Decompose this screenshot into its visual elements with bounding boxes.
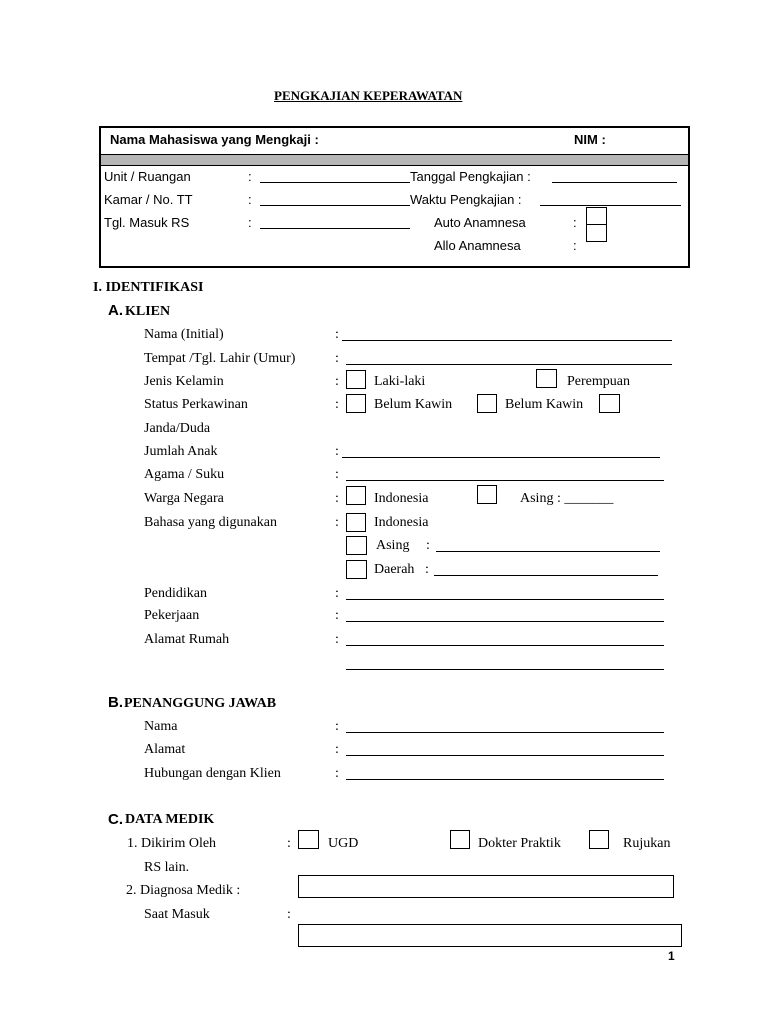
unit-label: Unit / Ruangan [104, 169, 191, 184]
dikirim-oleh-label: 1. Dikirim Oleh [127, 836, 217, 851]
section-a-label: KLIEN [125, 304, 171, 319]
pj-nama-field[interactable] [346, 732, 664, 733]
pj-alamat-label: Alamat [144, 742, 186, 757]
bahasa-asing-checkbox[interactable] [346, 536, 367, 555]
pendidikan-field[interactable] [346, 599, 664, 600]
status-colon: : [335, 397, 339, 412]
auto-anamnesa-checkbox[interactable] [586, 207, 607, 225]
jumlah-anak-colon: : [335, 444, 339, 459]
pj-alamat-field[interactable] [346, 755, 664, 756]
bahasa-asing-label: Asing [376, 538, 410, 553]
tgl-masuk-field[interactable] [260, 228, 410, 229]
dokter-praktik-label: Dokter Praktik [478, 836, 561, 851]
bahasa-label: Bahasa yang digunakan [144, 515, 277, 530]
wn-asing-label: Asing : _______ [520, 491, 614, 506]
jenis-kelamin-label: Jenis Kelamin [144, 374, 224, 389]
unit-field[interactable] [260, 182, 410, 183]
warga-negara-label: Warga Negara [144, 491, 224, 506]
alamat-rumah-colon: : [335, 632, 339, 647]
section-identifikasi-heading: I. IDENTIFIKASI [93, 280, 204, 295]
pj-nama-label: Nama [144, 719, 178, 734]
unit-colon: : [248, 169, 252, 184]
perempuan-label: Perempuan [567, 374, 630, 389]
bahasa-asing-field[interactable] [436, 551, 660, 552]
kamar-field[interactable] [260, 205, 410, 206]
janda-duda-label: Janda/Duda [144, 421, 211, 436]
tanggal-field[interactable] [552, 182, 677, 183]
tempat-colon: : [335, 351, 339, 366]
allo-colon: : [573, 238, 577, 253]
saat-masuk-label: Saat Masuk [144, 907, 210, 922]
alamat-rumah-field-2[interactable] [346, 669, 664, 670]
bahasa-daerah-colon: : [425, 562, 429, 577]
janda-duda-checkbox[interactable] [599, 394, 620, 413]
tgl-masuk-colon: : [248, 215, 252, 230]
nama-field[interactable] [342, 340, 672, 341]
dikirim-colon: : [287, 836, 291, 851]
allo-anamnesa-label: Allo Anamnesa [434, 238, 521, 253]
waktu-field[interactable] [540, 205, 681, 206]
kamar-label: Kamar / No. TT [104, 192, 193, 207]
jumlah-anak-label: Jumlah Anak [144, 444, 218, 459]
pekerjaan-field[interactable] [346, 621, 664, 622]
tanggal-label: Tanggal Pengkajian : [410, 169, 531, 184]
allo-anamnesa-checkbox[interactable] [586, 224, 607, 242]
nama-colon: : [335, 327, 339, 342]
ugd-checkbox[interactable] [298, 830, 319, 849]
bahasa-colon: : [335, 515, 339, 530]
kamar-colon: : [248, 192, 252, 207]
belum-kawin-label-1: Belum Kawin [374, 397, 453, 412]
agama-colon: : [335, 467, 339, 482]
alamat-rumah-label: Alamat Rumah [144, 632, 230, 647]
belum-kawin-label-2: Belum Kawin [505, 397, 584, 412]
jumlah-anak-field[interactable] [342, 457, 660, 458]
diagnosa-medik-input[interactable] [298, 875, 674, 898]
saat-masuk-colon: : [287, 907, 291, 922]
jenis-kelamin-colon: : [335, 374, 339, 389]
rujukan-checkbox[interactable] [589, 830, 609, 849]
wn-indonesia-label: Indonesia [374, 491, 429, 506]
pendidikan-colon: : [335, 586, 339, 601]
bahasa-daerah-checkbox[interactable] [346, 560, 367, 579]
agama-label: Agama / Suku [144, 467, 225, 482]
bahasa-indonesia-checkbox[interactable] [346, 513, 366, 532]
rujukan-label: Rujukan [623, 836, 671, 851]
rs-lain-label: RS lain. [144, 860, 190, 875]
page-title: PENGKAJIAN KEPERAWATAN [274, 88, 463, 103]
section-b-letter: B. [108, 694, 123, 711]
bahasa-daerah-label: Daerah [374, 562, 415, 577]
nim-label: NIM : [574, 132, 606, 147]
dokter-praktik-checkbox[interactable] [450, 830, 470, 849]
page-number: 1 [668, 949, 675, 963]
pekerjaan-colon: : [335, 608, 339, 623]
mahasiswa-label: Nama Mahasiswa yang Mengkaji : [110, 132, 319, 147]
section-b-label: PENANGGUNG JAWAB [124, 696, 277, 711]
saat-masuk-input[interactable] [298, 924, 682, 947]
pj-alamat-colon: : [335, 742, 339, 757]
section-a-letter: A. [108, 302, 123, 319]
laki-laki-label: Laki-laki [374, 374, 426, 389]
nama-label: Nama (Initial) [144, 327, 224, 342]
pj-hubungan-colon: : [335, 766, 339, 781]
auto-anamnesa-label: Auto Anamnesa [434, 215, 526, 230]
warga-negara-colon: : [335, 491, 339, 506]
bahasa-daerah-field[interactable] [434, 575, 658, 576]
wn-asing-checkbox[interactable] [477, 485, 497, 504]
laki-laki-checkbox[interactable] [346, 370, 366, 389]
bahasa-indonesia-label: Indonesia [374, 515, 429, 530]
section-c-letter: C. [108, 811, 123, 828]
belum-kawin-checkbox-2[interactable] [477, 394, 497, 413]
section-c-label: DATA MEDIK [125, 812, 215, 827]
auto-colon: : [573, 215, 577, 230]
agama-field[interactable] [346, 480, 664, 481]
perempuan-checkbox[interactable] [536, 369, 557, 388]
belum-kawin-checkbox-1[interactable] [346, 394, 366, 413]
pekerjaan-label: Pekerjaan [144, 608, 200, 623]
ugd-label: UGD [328, 836, 359, 851]
bahasa-asing-colon: : [426, 538, 430, 553]
status-label: Status Perkawinan [144, 397, 248, 412]
waktu-label: Waktu Pengkajian : [410, 192, 522, 207]
diagnosa-medik-label: 2. Diagnosa Medik : [126, 883, 241, 898]
tgl-masuk-label: Tgl. Masuk RS [104, 215, 190, 230]
header-divider [101, 154, 688, 166]
tempat-field[interactable] [346, 364, 672, 365]
wn-indonesia-checkbox[interactable] [346, 486, 366, 505]
pj-hubungan-label: Hubungan dengan Klien [144, 766, 281, 781]
pendidikan-label: Pendidikan [144, 586, 207, 601]
tempat-label: Tempat /Tgl. Lahir (Umur) [144, 351, 296, 366]
alamat-rumah-field-1[interactable] [346, 645, 664, 646]
pj-nama-colon: : [335, 719, 339, 734]
pj-hubungan-field[interactable] [346, 779, 664, 780]
